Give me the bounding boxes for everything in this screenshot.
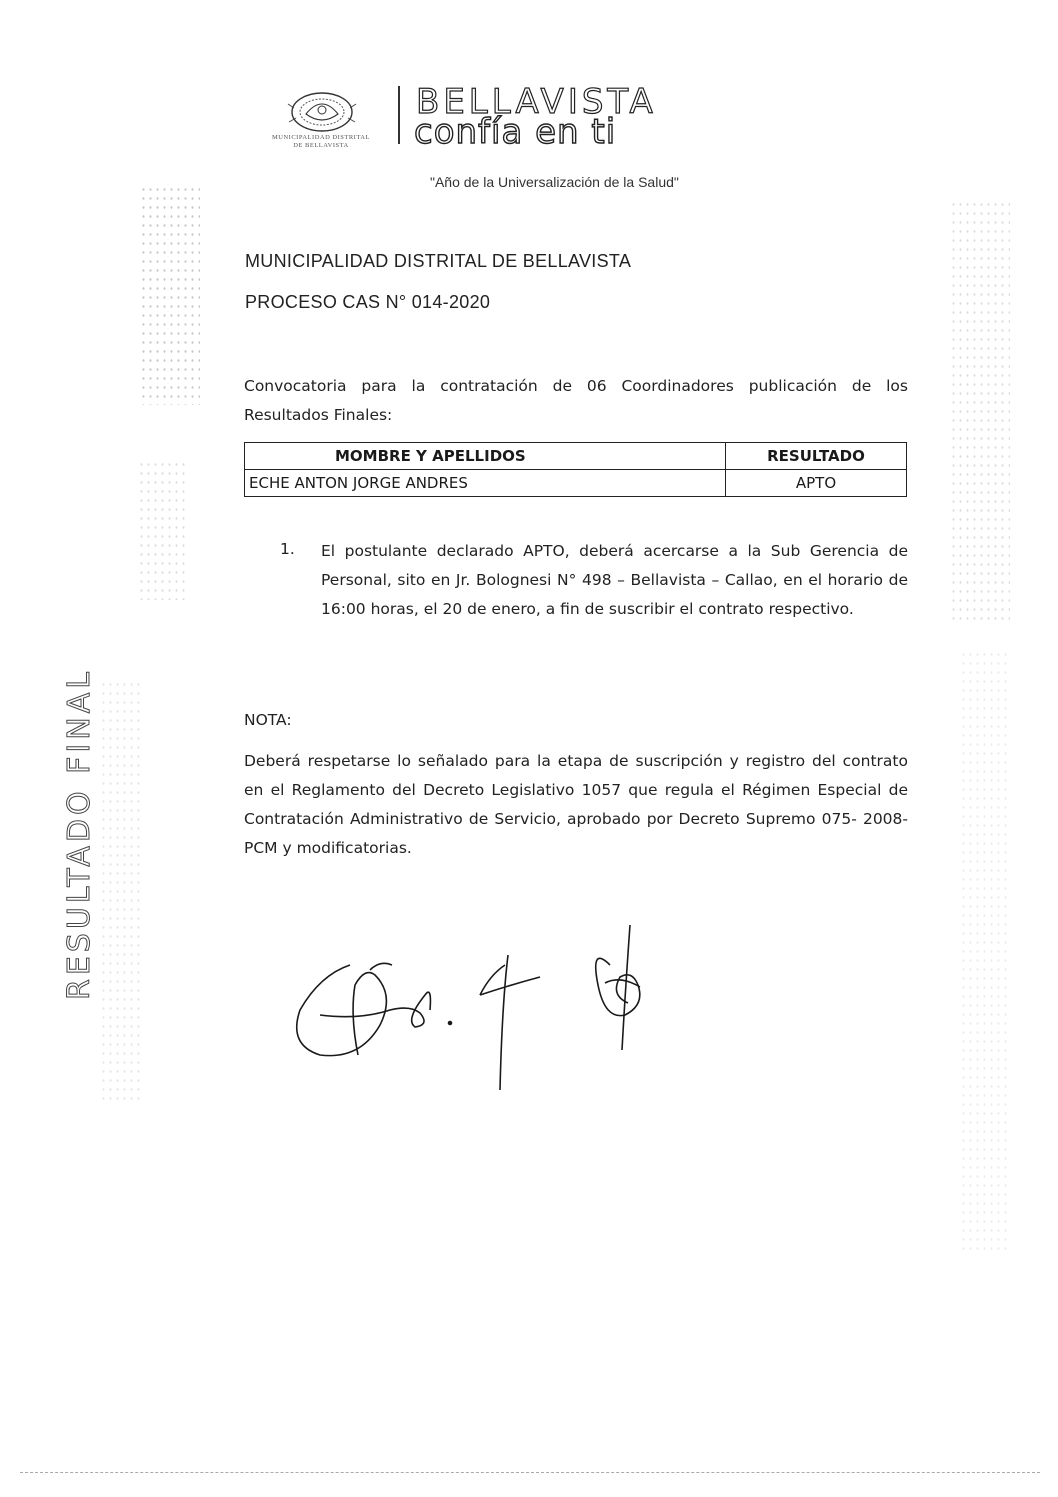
- table-header-row: [245, 443, 907, 470]
- logo-caption-line1: MUNICIPALIDAD DISTRITAL: [272, 134, 370, 141]
- process-heading: PROCESO CAS N° 014-2020: [245, 292, 491, 312]
- header-result: RESULTADO: [726, 443, 907, 470]
- logo-caption: [256, 134, 386, 150]
- scan-noise-stamp: [100, 680, 140, 1100]
- signature-3-icon: [596, 925, 640, 1050]
- scan-noise-left-lower: [138, 460, 188, 600]
- logo-divider: [398, 86, 400, 144]
- table-row: [245, 470, 907, 497]
- item-text: El postulante declarado APTO, deberá acercarse a la Sub Gerencia de Personal, sito en Jr. Bolognesi N° 498 – Bellavista – Callao, en el horario de 16:00 horas, el 20 de enero, a fin de suscribir el contrato respectivo.: [321, 542, 908, 618]
- brand-slogan: confía en ti: [414, 112, 617, 152]
- candidate-result: APTO: [726, 470, 907, 497]
- header-name: MOMBRE Y APELLIDOS: [245, 443, 726, 470]
- note-text: Deberá respetarse lo señalado para la etapa de suscripción y registro del contrato en el Reglamento del Decreto Legislativo 1057 que regula el Régimen Especial de Contratación Administrativo de Servicio, aprobado por Decreto Supremo 075- 2008-PCM y modificatorias.: [244, 752, 908, 857]
- item-number: 1.: [280, 540, 295, 558]
- final-result-stamp: RESULTADO FINAL: [62, 668, 97, 1000]
- year-motto: "Año de la Universalización de la Salud": [430, 174, 679, 190]
- institution-heading: MUNICIPALIDAD DISTRITAL DE BELLAVISTA: [245, 251, 632, 271]
- scan-noise-right: [950, 200, 1010, 620]
- scan-noise-right-lower: [960, 650, 1010, 1250]
- signature-1-icon: [297, 963, 452, 1055]
- signatures: [280, 915, 660, 1095]
- brand-name: BELLAVISTA: [416, 82, 657, 122]
- results-table: [244, 442, 907, 497]
- candidate-name: ECHE ANTON JORGE ANDRES: [245, 470, 726, 497]
- municipal-seal-icon: [286, 88, 358, 136]
- signature-2-icon: [480, 955, 540, 1090]
- logo-caption-line2: DE BELLAVISTA: [293, 142, 349, 149]
- scan-edge-line: [20, 1472, 1040, 1474]
- scan-noise-left: [140, 185, 200, 405]
- intro-paragraph: Convocatoria para la contratación de 06 Coordinadores publicación de los Resultados Finales:: [244, 377, 908, 424]
- note-title: NOTA:: [244, 711, 292, 729]
